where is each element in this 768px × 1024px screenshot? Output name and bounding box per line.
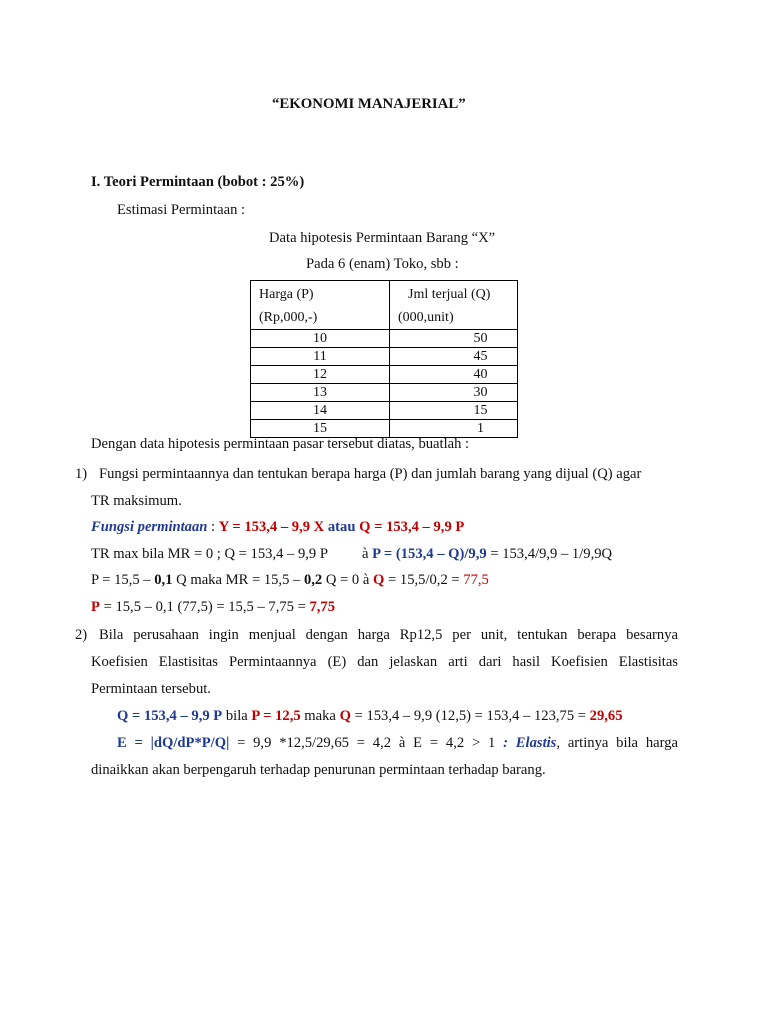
q1-p2-line: [91, 597, 335, 617]
price-cell: 11: [251, 348, 390, 366]
table-row: [251, 348, 518, 366]
qty-header: [390, 281, 518, 330]
price-cell: 13: [251, 384, 390, 402]
document-title: “EKONOMI MANAJERIAL”: [272, 96, 466, 112]
q1-number: 1): [75, 466, 88, 482]
eq-a: Q = 153,4 – 9,9 P: [117, 708, 223, 724]
qty-cell: 40: [390, 366, 518, 384]
table-caption-1: Data hipotesis Permintaan Barang “X”: [269, 230, 496, 246]
p2-c: 7,75: [309, 599, 336, 615]
q1-line1: Fungsi permintaannya dan tentukan berapa harga (P) dan jumlah barang yang dijual (Q) agar: [99, 466, 642, 482]
table-row: [251, 402, 518, 420]
table-row: [251, 330, 518, 348]
e-d: , artinya bila harga: [556, 735, 678, 751]
q1-line2: TR maksimum.: [91, 493, 182, 509]
eq-e: Q: [339, 708, 351, 724]
qty-cell: 1: [390, 420, 518, 438]
q2-line1: Bila perusahaan ingin menjual dengan harga Rp12,5 per unit, tentukan berapa besarnya: [99, 627, 678, 643]
section-subheading: Estimasi Permintaan :: [117, 202, 246, 218]
qty-header-line1: Jml terjual (Q): [408, 287, 491, 302]
p-line-g: = 15,5/0,2 =: [384, 572, 464, 588]
q2-e-line2: dinaikkan akan berpengaruh terhadap penurunan permintaan terhadap barang.: [91, 762, 546, 778]
q1-tr-line-right: [362, 544, 612, 564]
demand-table: [250, 280, 518, 438]
p2-b: = 15,5 – 0,1 (77,5) = 15,5 – 7,75 =: [99, 599, 310, 615]
q2-e-equation: [117, 733, 678, 753]
table-caption-2: Pada 6 (enam) Toko, sbb :: [306, 256, 459, 272]
tr-text-b: P = (153,4 – Q)/9,9: [372, 546, 487, 562]
e-c: : Elastis: [503, 735, 557, 751]
fungsi-eq1: Y = 153,4 – 9,9 X: [218, 519, 325, 535]
tr-text-c: = 153,4/9,9 – 1/9,9Q: [486, 546, 613, 562]
e-b: = 9,9 *12,5/29,65 = 4,2 à E = 4,2 > 1: [229, 735, 504, 751]
eq-b: bila: [222, 708, 252, 724]
p-line-h: 77,5: [463, 572, 489, 588]
eq-g: 29,65: [589, 708, 623, 724]
qty-cell: 30: [390, 384, 518, 402]
qty-cell: 15: [390, 402, 518, 420]
qty-cell: 45: [390, 348, 518, 366]
p-line-a: P = 15,5 –: [91, 572, 155, 588]
e-a: E = |dQ/dP*P/Q|: [117, 735, 230, 751]
fungsi-sep: :: [207, 519, 219, 535]
price-cell: 12: [251, 366, 390, 384]
q2-line2: Koefisien Elastisitas Permintaannya (E) dan jelaskan arti dari hasil Koefisien Elastisitas: [91, 654, 678, 670]
p-line-d: 0,2: [303, 572, 323, 588]
fungsi-label: Fungsi permintaan: [91, 519, 208, 535]
intro-text: Dengan data hipotesis permintaan pasar tersebut diatas, buatlah :: [91, 436, 470, 452]
price-cell: 15: [251, 420, 390, 438]
eq-f: = 153,4 – 9,9 (12,5) = 153,4 – 123,75 =: [350, 708, 590, 724]
table-row: [251, 366, 518, 384]
tr-text-a: TR max bila MR = 0 ; Q = 153,4 – 9,9 P: [91, 546, 328, 562]
price-cell: 10: [251, 330, 390, 348]
q1-p-line: [91, 570, 489, 590]
qty-header-line2: (000,unit): [398, 310, 454, 325]
q2-line3: Permintaan tersebut.: [91, 681, 211, 697]
p-line-b: 0,1: [154, 572, 173, 588]
q2-q-equation: [117, 706, 623, 726]
p-line-e: Q = 0 à: [322, 572, 374, 588]
section-heading: I. Teori Permintaan (bobot : 25%): [91, 174, 305, 190]
price-header: [251, 281, 390, 330]
table-header-row: [251, 281, 518, 330]
price-header-line1: Harga (P): [259, 287, 314, 302]
tr-arrow: à: [362, 546, 369, 562]
q2-number: 2): [75, 627, 88, 643]
price-cell: 14: [251, 402, 390, 420]
fungsi-atau: atau: [324, 519, 360, 535]
q1-demand-function: [91, 517, 464, 537]
table-row: [251, 384, 518, 402]
price-header-line2: (Rp,000,-): [259, 310, 318, 325]
p2-a: P: [91, 599, 100, 615]
q1-tr-line: [91, 544, 328, 564]
qty-cell: 50: [390, 330, 518, 348]
eq-d: maka: [300, 708, 340, 724]
eq-c: P = 12,5: [251, 708, 301, 724]
fungsi-eq2: Q = 153,4 – 9,9 P: [359, 519, 465, 535]
p-line-c: Q maka MR = 15,5 –: [172, 572, 304, 588]
p-line-f: Q: [373, 572, 385, 588]
